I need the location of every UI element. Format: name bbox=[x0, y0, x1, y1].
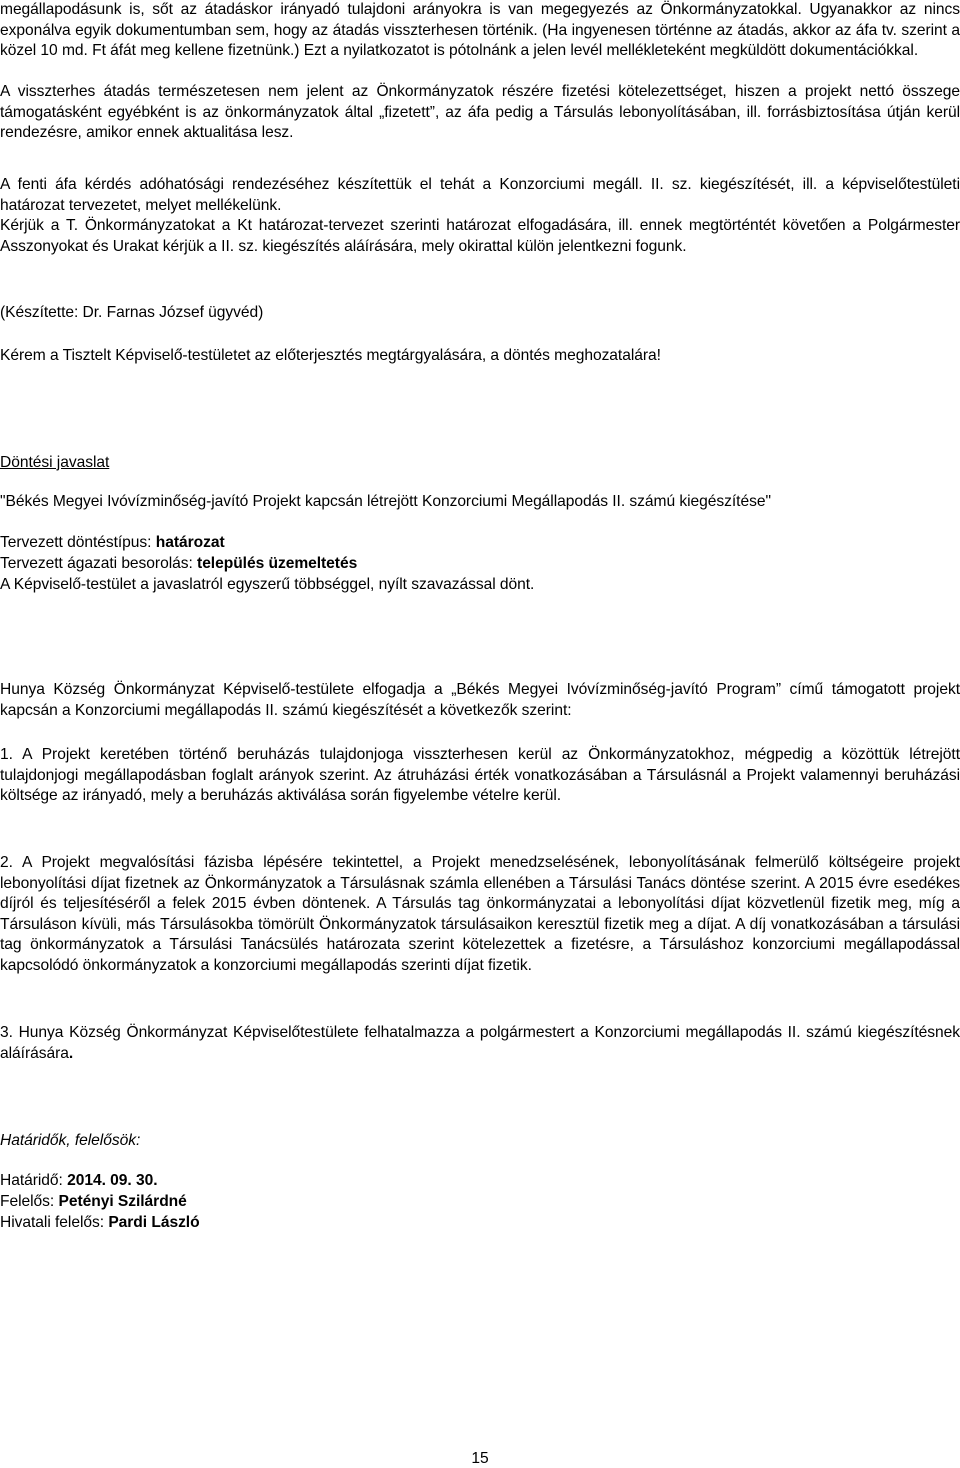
paragraph-intro: megállapodásunk is, sőt az átadáskor irányadó tulajdoni arányokra is van megegyezés az Önkormányzatokkal. Ugyanakkor az nincs exponálva egyik dokumentumban sem, hogy az átadás visszterhesen történik. (Ha ingyenesen történne az átadás, akkor az áfa tv. szerint a közel 10 md. Ft áfát meg kellene fizetnünk.) Ezt a nyilatkozatot is pótolnánk a jelen levél mellékleteként megküldött dokumentációkkal. bbox=[0, 1, 960, 59]
resolution-item-2: 2. A Projekt megvalósítási fázisba lépésére tekintettel, a Projekt menedzselésének, lebonyolításának felmerülő költségeire projekt lebonyolítási díjat fizetnek az Önkormányzatok a Társulásnak számla ellenében a Társulási Tanács döntése szerint. A 2015 évre esedékes díjról és teljesítéséről a felek 2015 évben döntenek. A Társulás tag önkormányzatai a lebonyolítási díjat közvetlenül fizetik meg, míg a Társuláson kívüli, más Társulásokba tömörült Önkormányzatok társulásaikon keresztül fizetik meg a díjat. A díj vonatkozásában a társulási tag önkormányzatok a Társulási Tanácsülés határozata szerint kötelezettek a fizetésre, a Társuláshoz konzorciumi megállapodással kapcsolódó önkormányzatok a konzorciumi megállapodás szerinti díjat fizetik. bbox=[0, 854, 960, 974]
decision-voting: A Képviselő-testület a javaslatról egyszerű többséggel, nyílt szavazással dönt. bbox=[0, 576, 535, 593]
paragraph-supplement: A fenti áfa kérdés adóhatósági rendezéséhez készítettük el tehát a Konzorciumi megáll. II. sz. kiegészítését, ill. a képviselőtestületi határozat tervezetet, melyet mellékelünk. bbox=[0, 176, 960, 214]
resolution-item-1: 1. A Projekt keretében történő beruházás tulajdonjoga visszterhesen kerül az Önkormányzatokhoz, mégpedig a közöttük létrejött tulajdonjogi megállapodásban foglalt arányok szerint. Az átruházási érték vonatkozásában a Társulásnál a Projekt valamennyi beruházási költsége az irányadó, mely a beruházás aktiválása során figyelembe vételre kerül. bbox=[0, 746, 960, 804]
deadline-line bbox=[0, 1171, 960, 1192]
paragraph-ask: Kérem a Tisztelt Képviselő-testületet az előterjesztés megtárgyalására, a döntés meghozatalára! bbox=[0, 347, 661, 364]
responsible-line bbox=[0, 1192, 960, 1213]
office-responsible-label: Hivatali felelős: bbox=[0, 1214, 109, 1231]
paragraph-request: Kérjük a T. Önkormányzatokat a Kt határozat-tervezet szerinti határozat elfogadására, ill. ennek megtörténtét követően a Polgármester Asszonyokat és Urakat kérjük a II. sz. kiegészítés aláírására, mely okirattal külön jelentkezni fogunk. bbox=[0, 217, 960, 255]
paragraph-author: (Készítette: Dr. Farnas József ügyvéd) bbox=[0, 304, 264, 321]
deadlines-heading: Határidők, felelősök: bbox=[0, 1132, 141, 1149]
responsible-label: Felelős: bbox=[0, 1193, 59, 1210]
office-responsible-line bbox=[0, 1213, 960, 1234]
office-responsible-value: Pardi László bbox=[108, 1214, 200, 1231]
decision-sector-value: település üzemeltetés bbox=[197, 555, 358, 572]
decision-type bbox=[0, 533, 960, 554]
deadline-value: 2014. 09. 30. bbox=[67, 1172, 158, 1189]
page-number: 15 bbox=[471, 1450, 489, 1467]
decision-sector bbox=[0, 554, 960, 575]
resolution-intro: Hunya Község Önkormányzat Képviselő-testülete elfogadja a „Békés Megyei Ivóvízminőség-javító Program” című támogatott projekt kapcsán a Konzorciumi megállapodás II. számú kiegészítését a következők szerint: bbox=[0, 681, 960, 719]
decision-title: "Békés Megyei Ivóvízminőség-javító Projekt kapcsán létrejött Konzorciumi Megállapodás II. számú kiegészítése" bbox=[0, 493, 771, 510]
decision-type-value: határozat bbox=[155, 534, 225, 551]
decision-sector-label: Tervezett ágazati besorolás: bbox=[0, 555, 198, 572]
decision-type-label: Tervezett döntéstípus: bbox=[0, 534, 156, 551]
heading-decision: Döntési javaslat bbox=[0, 454, 110, 471]
resolution-item-3-text: 3. Hunya Község Önkormányzat Képviselőtestülete felhatalmazza a polgármestert a Konzorciumi megállapodás II. számú kiegészítésnek aláírására bbox=[0, 1024, 960, 1062]
resolution-item-3-period: . bbox=[68, 1044, 74, 1062]
deadline-label: Határidő: bbox=[0, 1172, 68, 1189]
responsible-value: Petényi Szilárdné bbox=[58, 1193, 187, 1210]
resolution-item-3 bbox=[0, 1023, 960, 1064]
paragraph-vat: A visszterhes átadás természetesen nem jelent az Önkormányzatok részére fizetési kötelezettséget, hiszen a projekt nettó összege támogatásként egyébként is az önkormányzatok által „fizetett”, az áfa pedig a Társulás lebonyolításában, ill. forrásbiztosítása útján kerül rendezésre, amikor ennek aktualitása lesz. bbox=[0, 83, 960, 141]
